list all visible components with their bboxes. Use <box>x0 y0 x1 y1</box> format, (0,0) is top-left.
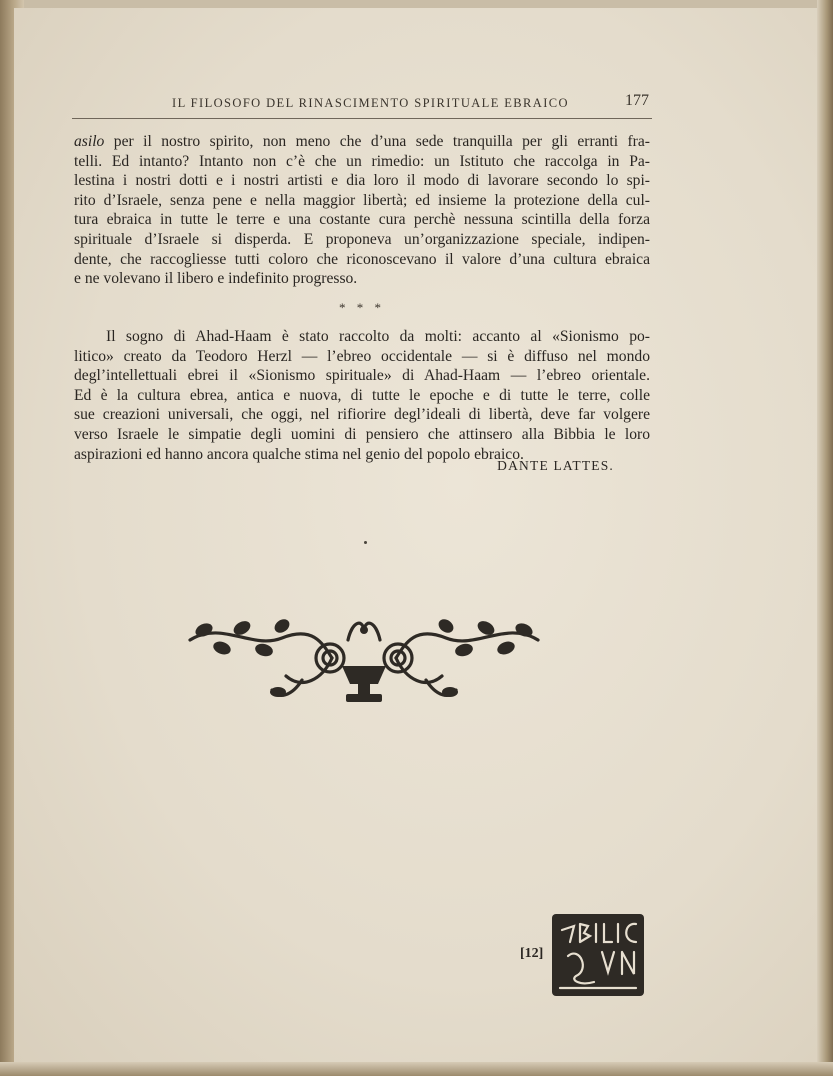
text-line: asilo per il nostro spirito, non meno che d’una sede tranquilla per gli erranti fra- <box>74 133 650 150</box>
text-line: degl’intellettuali ebrei il «Sionismo spirituale» di Ahad-Haam — l’ebreo orientale. <box>74 367 650 385</box>
text-line: spirituale d’Israele si disperda. E proponeva un’organizzazione speciale, indipen- <box>74 230 650 248</box>
section-separator: * * * <box>339 300 385 315</box>
floral-vase-ornament <box>182 600 546 718</box>
running-title: IL FILOSOFO DEL RINASCIMENTO SPIRITUALE EBRAICO <box>172 96 569 110</box>
text-line: tura ebraica in tutte le terre e una costante cura perchè nessuna scintilla della forza <box>74 211 650 229</box>
running-head <box>72 92 652 119</box>
text-line: aspirazioni ed hanno ancora qualche stima nel genio del popolo ebraico. <box>74 445 524 463</box>
text-line: lestina i nostri dotti e i nostri artisti e dia loro il modo di lavorare secondo lo spi- <box>74 172 650 190</box>
library-stamp <box>550 912 646 998</box>
text-line: verso Israele le simpatie degli uomini di pensiero che attinsero alla Bibbia le loro <box>74 425 650 443</box>
text-line: e ne volevano il libero e indefinito progresso. <box>74 270 358 288</box>
paragraph-1 <box>74 132 650 289</box>
text-line: dente, che raccogliesse tutti coloro che riconoscevano il valore d’una cultura ebraica <box>74 250 650 268</box>
text-line: litico» creato da Teodoro Herzl — l’ebreo occidentale — si è diffuso nel mondo <box>74 347 650 365</box>
author-signature: DANTE LATTES. <box>497 458 614 473</box>
text-line: Il sogno di Ahad-Haam è stato raccolto da molti: accanto al «Sionismo po- <box>106 328 650 345</box>
text-line: rito d’Israele, senza pene e nella maggior libertà; ed insieme la protezione della cul- <box>74 191 650 209</box>
page-number: 177 <box>625 92 649 109</box>
paragraph-2 <box>74 327 650 464</box>
text-line: Ed è la cultura ebrea, antica e nuova, di tutte le epoche e di tutte le terre, colle <box>74 386 650 404</box>
ink-speck <box>364 541 367 544</box>
text-line: sue creazioni universali, che oggi, nel rifiorire degl’ideali di libertà, deve far volgere <box>74 406 650 424</box>
signature-mark: [12] <box>520 946 544 961</box>
text-line: telli. Ed intanto? Intanto non c’è che un rimedio: un Istituto che raccolga in Pa- <box>74 152 650 170</box>
page-fore-edge <box>817 0 833 1076</box>
page-bottom-edge <box>0 1062 833 1076</box>
italic-word: asilo <box>74 133 105 150</box>
